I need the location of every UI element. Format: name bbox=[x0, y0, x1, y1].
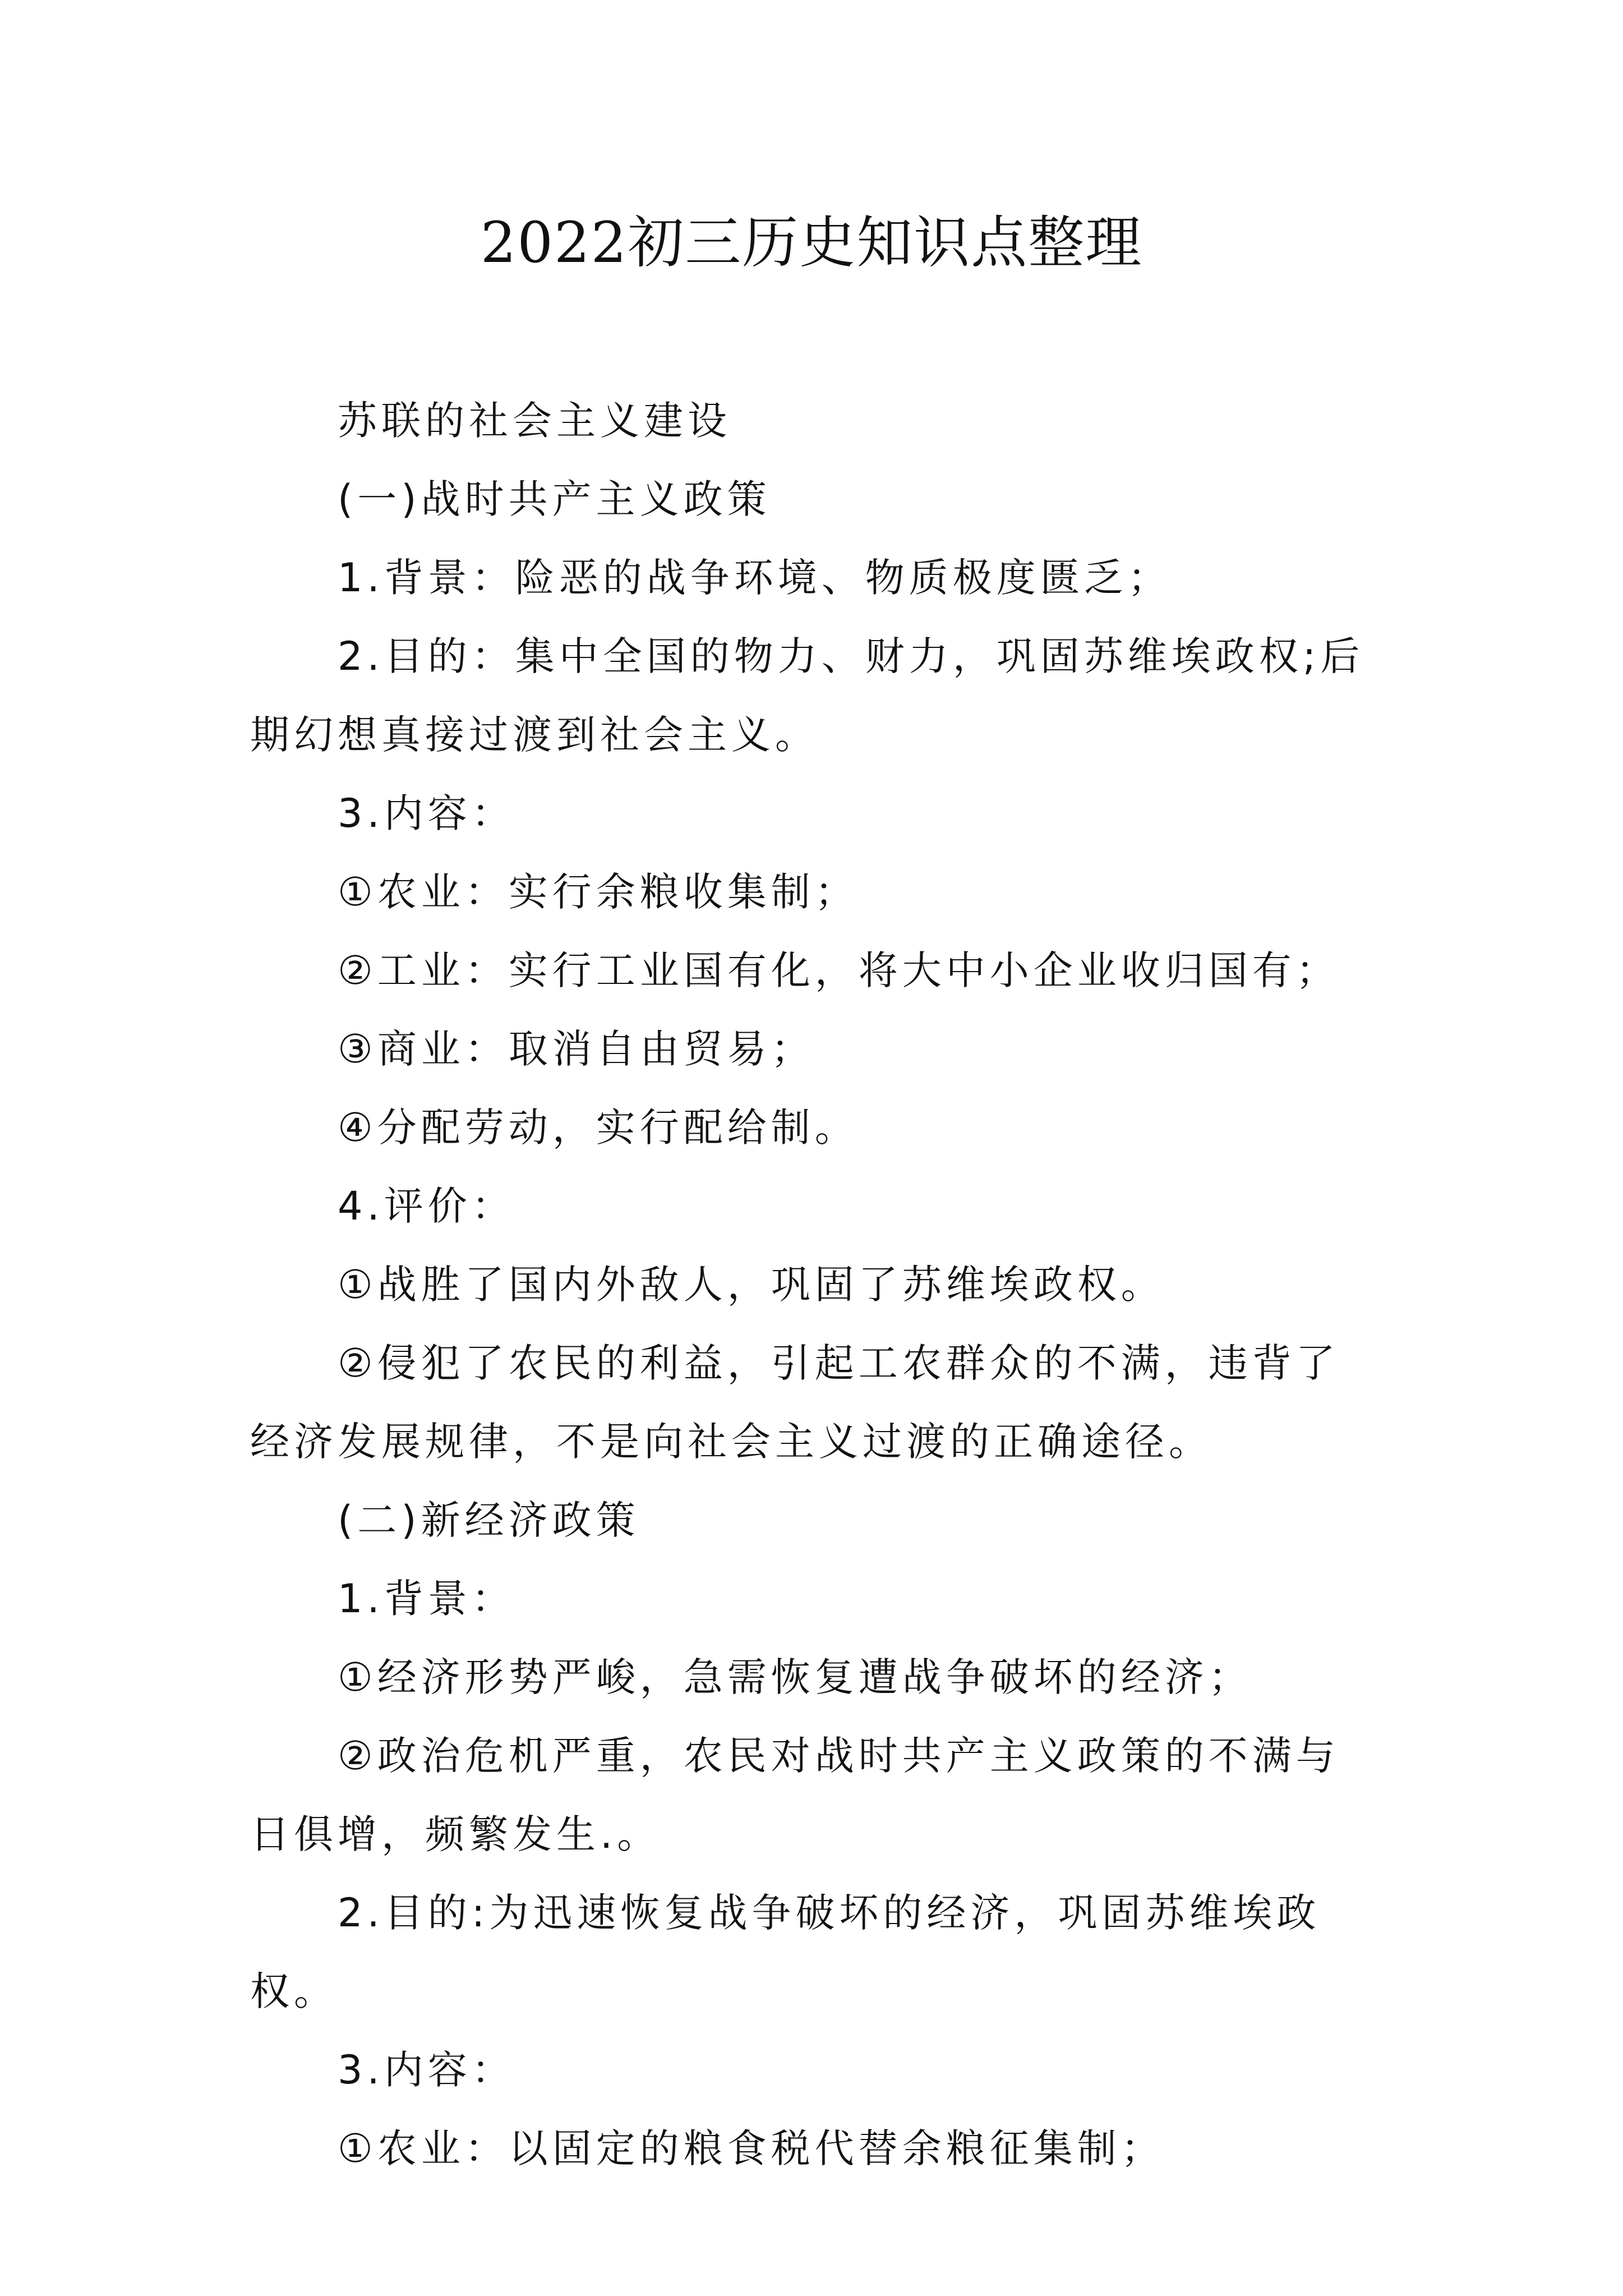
list-item: ①战胜了国内外敌人，巩固了苏维埃政权。 bbox=[338, 1262, 1165, 1308]
document-title: 2022初三历史知识点整理 bbox=[480, 210, 1143, 275]
paragraph: 3.内容： bbox=[338, 790, 515, 836]
list-item: ②工业：实行工业国有化，将大中小企业收归国有； bbox=[338, 947, 1340, 993]
paragraph: 2.目的:为迅速恢复战争破坏的经济，巩固苏维埃政权。 bbox=[250, 1890, 1321, 2014]
paragraph: 2.目的：集中全国的物力、财力，巩固苏维埃政权;后期幻想真接过渡到社会主义。 bbox=[250, 633, 1364, 758]
subsection-heading: (二)新经济政策 bbox=[338, 1497, 640, 1543]
list-item: ③商业：取消自由贸易； bbox=[338, 1026, 815, 1072]
list-item: ④分配劳动，实行配给制。 bbox=[338, 1105, 859, 1151]
section-heading: 苏联的社会主义建设 bbox=[338, 398, 731, 444]
list-item: ②政治危机严重，农民对战时共产主义政策的不满与日俱增，频繁发生.。 bbox=[250, 1733, 1340, 1857]
paragraph: 4.评价： bbox=[338, 1183, 515, 1229]
paragraph: 1.背景： bbox=[338, 1576, 515, 1622]
list-item: ②侵犯了农民的利益，引起工农群众的不满，违背了经济发展规律，不是向社会主义过渡的正确途径。 bbox=[250, 1340, 1340, 1465]
document-body bbox=[250, 381, 1377, 2188]
subsection-heading: (一)战时共产主义政策 bbox=[338, 476, 771, 522]
list-item: ①农业：实行余粮收集制； bbox=[338, 869, 859, 915]
paragraph: 1.背景：险恶的战争环境、物质极度匮乏； bbox=[338, 555, 1172, 601]
list-item: ①经济形势严峻，急需恢复遭战争破坏的经济； bbox=[338, 1654, 1252, 1700]
paragraph: 3.内容： bbox=[338, 2047, 515, 2093]
list-item: ①农业：以固定的粮食税代替余粮征集制； bbox=[338, 2125, 1165, 2171]
